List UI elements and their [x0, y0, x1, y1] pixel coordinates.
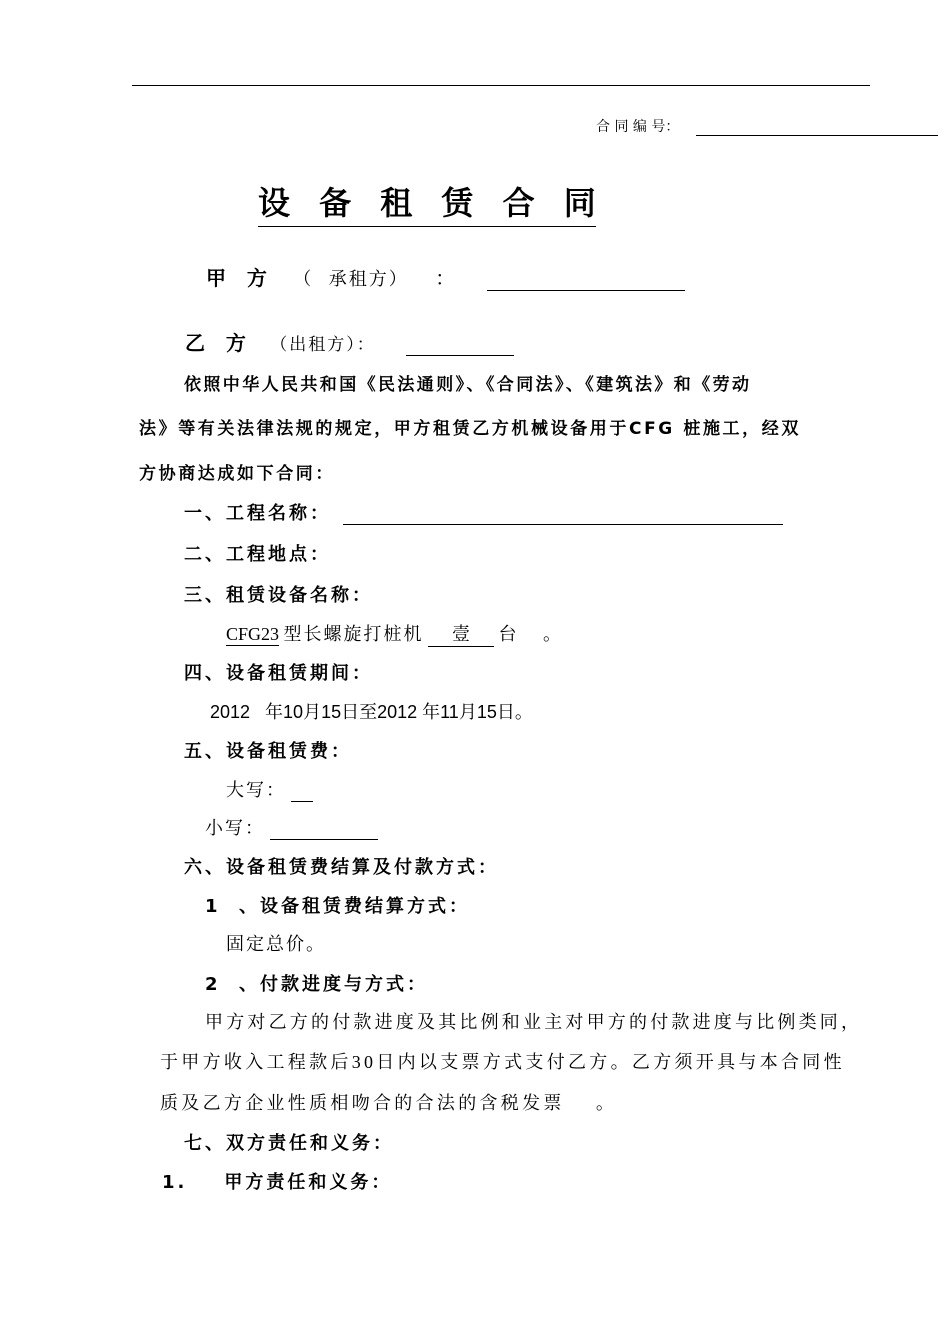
- section-1-row: [184, 499, 783, 525]
- fee-upper-row: [226, 776, 313, 802]
- equipment-period-mark: 。: [543, 624, 562, 644]
- fee-upper-label: 大写：: [226, 780, 286, 800]
- equipment-model: CFG23: [226, 624, 280, 644]
- contract-number-row: [596, 116, 938, 136]
- fee-lower-label: 小写：: [205, 818, 265, 838]
- fee-lower-row: [205, 814, 378, 840]
- settlement-method: 固定总价。: [226, 934, 326, 954]
- payment-line-1: 甲方对乙方的付款进度及其比例和业主对甲方的付款进度与比例类同，: [205, 1012, 863, 1032]
- intro-line-1: 依照中华人民共和国《民法通则》、《合同法》、《建筑法》和《劳动: [184, 375, 752, 395]
- party-a-label: 甲 方: [206, 266, 267, 290]
- section-5-heading: 五、设备租赁费：: [184, 741, 352, 762]
- equipment-name: 型长螺旋打桩机: [283, 624, 424, 644]
- project-name-blank: [343, 503, 783, 525]
- section-3-heading: 三、租赁设备名称：: [184, 585, 373, 606]
- party-a-blank: [487, 266, 685, 291]
- payment-line-2: 于甲方收入工程款后30日内以支票方式支付乙方。乙方须开具与本合同性: [160, 1052, 845, 1072]
- document-title: 设 备 租 赁 合 同: [258, 178, 596, 227]
- lease-period: 2012 年10月15日至2012 年11月15日。: [210, 702, 533, 722]
- section-7-heading: 七、双方责任和义务：: [184, 1133, 394, 1154]
- header-rule: [132, 85, 870, 86]
- contract-number-label: 合 同 编 号：: [596, 119, 680, 135]
- equipment-row: [226, 620, 561, 647]
- party-b-blank: [406, 331, 514, 356]
- section-7-1-heading: 1. 甲方责任和义务：: [162, 1172, 393, 1193]
- fee-lower-blank: [270, 818, 378, 840]
- payment-line-3: 质及乙方企业性质相吻合的合法的含税发票 。: [160, 1093, 618, 1113]
- section-6-heading: 六、设备租赁费结算及付款方式：: [184, 857, 499, 878]
- section-6-2-heading: 2 、付款进度与方式：: [205, 974, 429, 995]
- contract-number-blank: [696, 119, 938, 136]
- party-a-colon: ：: [435, 266, 456, 290]
- equipment-unit: 台: [498, 624, 517, 644]
- section-4-heading: 四、设备租赁期间：: [184, 663, 373, 684]
- party-b-role: （出租方）：: [270, 335, 376, 355]
- fee-upper-blank: [291, 780, 313, 802]
- intro-line-2: 法》等有关法律法规的规定，甲方租赁乙方机械设备用于CFG 桩施工，经双: [139, 419, 801, 439]
- party-a-row: [206, 262, 685, 291]
- party-b-row: [185, 327, 514, 356]
- party-b-label: 乙 方: [185, 331, 246, 355]
- section-6-1-heading: 1 、设备租赁费结算方式：: [205, 896, 471, 917]
- party-a-role: （ 承租方）: [293, 269, 409, 290]
- section-1-heading: 一、工程名称：: [184, 503, 331, 524]
- intro-line-3: 方协商达成如下合同：: [139, 464, 335, 484]
- equipment-quantity: 壹: [428, 620, 494, 647]
- section-2-heading: 二、工程地点：: [184, 544, 331, 565]
